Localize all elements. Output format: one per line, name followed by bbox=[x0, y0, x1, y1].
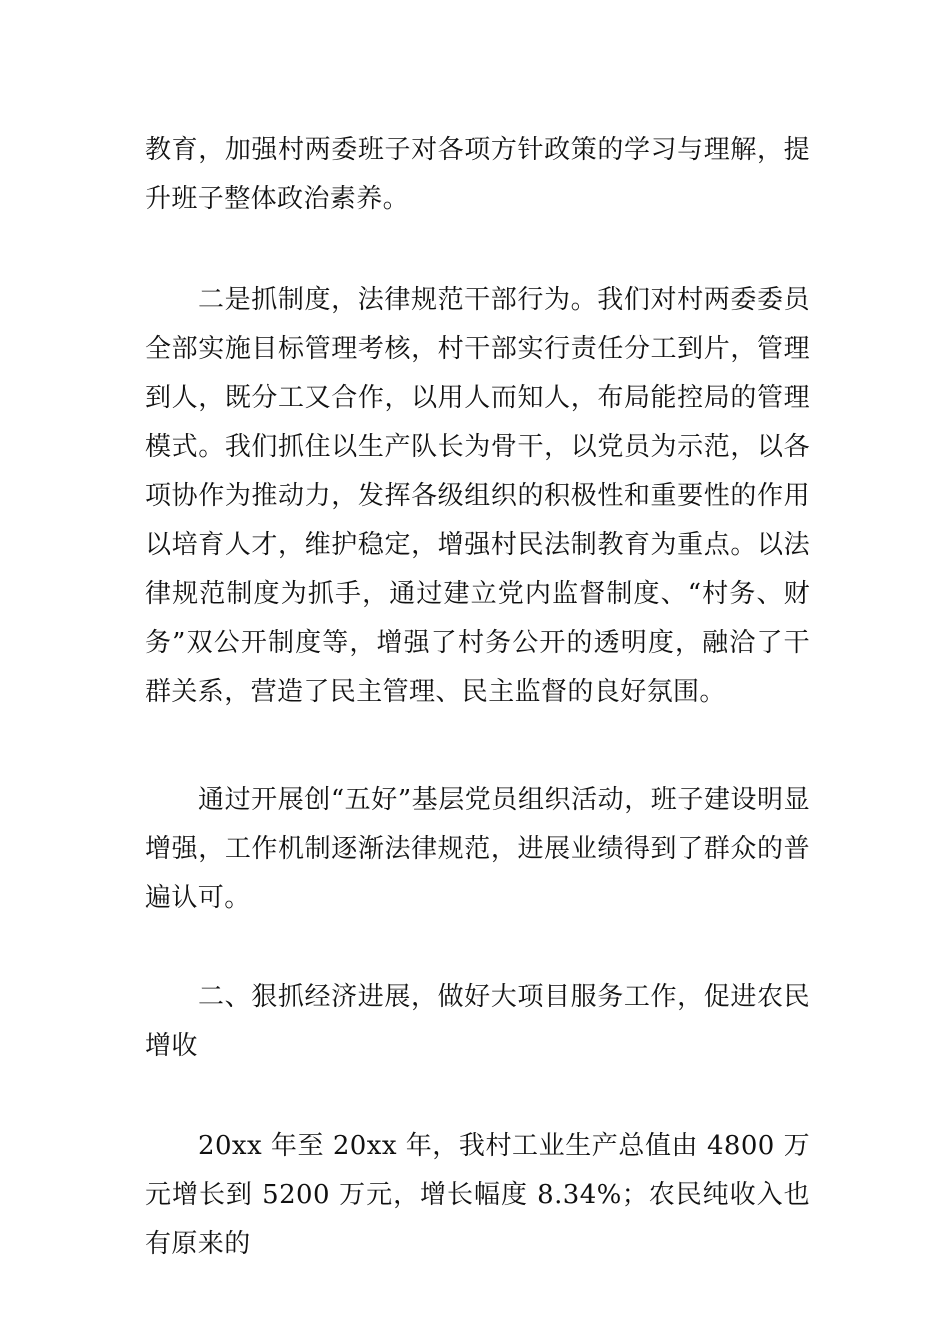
paragraph-5: 20xx 年至 20xx 年，我村工业生产总值由 4800 万元增长到 5200 万元，增长幅度 8.34%；农民纯收入也有原来的 bbox=[145, 1131, 810, 1259]
paragraph-2: 二是抓制度，法律规范干部行为。我们对村两委委员全部实施目标管理考核，村干部实行责任分工到片，管理到人，既分工又合作，以用人而知人，布局能控局的管理模式。我们抓住以生产队长为骨干，以党员为示范，以各项协作为推动力，发挥各级组织的积极性和重要性的作用以培育人才，维护稳定，增强村民法制教育为重点。以法律规范制度为抓手，通过建立党内监督制度、“村务、财务”双公开制度等，增强了村务公开的透明度，融洽了干群关系，营造了民主管理、民主监督的良好氛围。 bbox=[145, 285, 810, 707]
section-heading: 二、狠抓经济进展，做好大项目服务工作，促进农民增收 bbox=[145, 982, 810, 1061]
paragraph-1: 教育，加强村两委班子对各项方针政策的学习与理解，提升班子整体政治素养。 bbox=[145, 135, 810, 214]
paragraph-3: 通过开展创“五好”基层党员组织活动，班子建设明显增强，工作机制逐渐法律规范，进展业绩得到了群众的普遍认可。 bbox=[145, 785, 810, 913]
